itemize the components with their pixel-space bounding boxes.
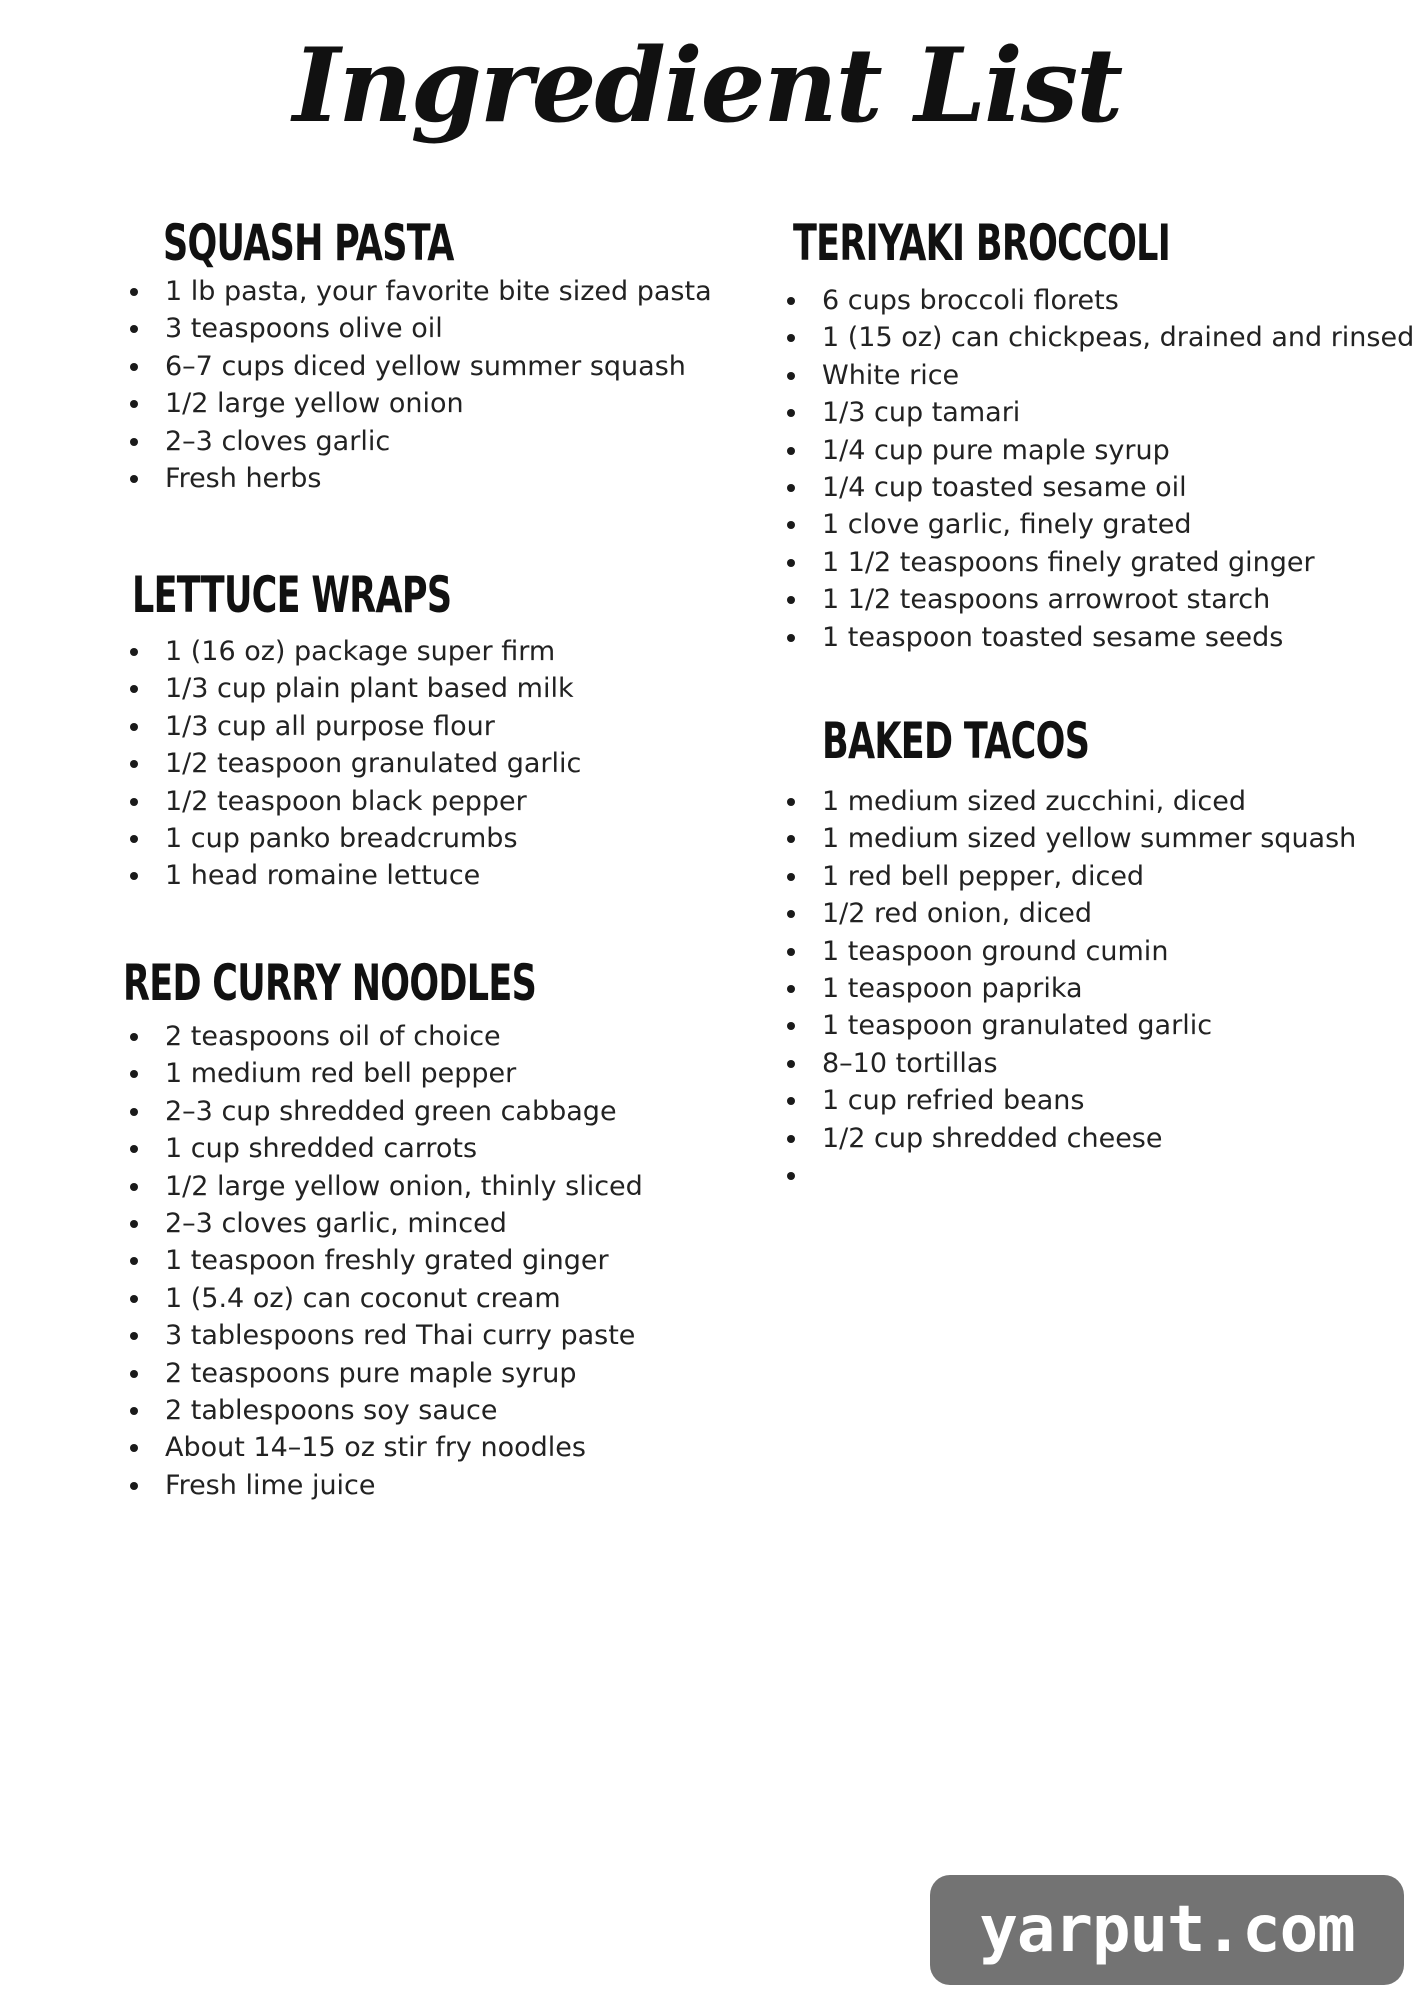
section-lettuce-wraps [132,562,588,628]
section-baked-tacos [822,708,1204,774]
list-item: 1/3 cup tamari [787,394,1414,431]
list-item: About 14–15 oz stir fry noodles [130,1429,643,1466]
list-item: Fresh herbs [130,460,712,497]
watermark-badge [930,1875,1404,1985]
section-title: TERIYAKI BROCCOLI [793,214,1171,272]
list-item: 1/3 cup all purpose flour [130,708,581,745]
list-item: 6–7 cups diced yellow summer squash [130,348,712,385]
list-item: 1/4 cup toasted sesame oil [787,469,1414,506]
list-item: 3 teaspoons olive oil [130,310,712,347]
list-item: Fresh lime juice [130,1467,643,1504]
list-item: 1/4 cup pure maple syrup [787,432,1414,469]
list-item: 2–3 cloves garlic [130,423,712,460]
list-item: 1/2 large yellow onion [130,385,712,422]
list-item: 1 clove garlic, finely grated [787,506,1414,543]
list-item: 1 1/2 teaspoons arrowroot starch [787,581,1414,618]
list-item: 2–3 cloves garlic, minced [130,1205,643,1242]
list-item: 1 teaspoon granulated garlic [787,1007,1356,1044]
section-title: RED CURRY NOODLES [123,954,537,1012]
list-item: 1 teaspoon freshly grated ginger [130,1242,643,1279]
list-item: 1 (16 oz) package super firm [130,633,581,670]
list-item: 1 teaspoon ground cumin [787,933,1356,970]
list-item [787,1157,1356,1194]
list-item: 1/2 red onion, diced [787,895,1356,932]
list-item: 1/3 cup plain plant based milk [130,670,581,707]
list-item: 1 cup panko breadcrumbs [130,820,581,857]
list-item: 1 head romaine lettuce [130,857,581,894]
section-red-curry-noodles [123,950,713,1016]
section-title: LETTUCE WRAPS [132,566,452,624]
list-item: White rice [787,357,1414,394]
list-item: 1/2 teaspoon granulated garlic [130,745,581,782]
list-item: 2–3 cup shredded green cabbage [130,1093,643,1130]
list-item: 1 cup shredded carrots [130,1130,643,1167]
list-item: 1 (5.4 oz) can coconut cream [130,1280,643,1317]
watermark-text: yarput.com [979,1893,1355,1967]
list-item: 1 teaspoon toasted sesame seeds [787,619,1414,656]
list-item: 2 tablespoons soy sauce [130,1392,643,1429]
list-item: 1 medium sized zucchini, diced [787,783,1356,820]
list-item: 6 cups broccoli florets [787,282,1414,319]
page-title: Ingredient List [292,26,1122,146]
list-item: 1/2 cup shredded cheese [787,1120,1356,1157]
list-item: 1 lb pasta, your favorite bite sized pasta [130,273,712,310]
list-item: 3 tablespoons red Thai curry paste [130,1317,643,1354]
list-item: 1 teaspoon paprika [787,970,1356,1007]
list-item: 1/2 large yellow onion, thinly sliced [130,1168,643,1205]
ingredient-list-baked-tacos [787,783,1356,1194]
list-item: 1 medium red bell pepper [130,1055,643,1092]
list-item: 8–10 tortillas [787,1045,1356,1082]
list-item: 2 teaspoons oil of choice [130,1018,643,1055]
ingredient-list-lettuce-wraps [130,633,581,895]
list-item: 1 1/2 teaspoons finely grated ginger [787,544,1414,581]
list-item: 1/2 teaspoon black pepper [130,783,581,820]
section-title: SQUASH PASTA [163,214,454,272]
section-squash-pasta [163,210,578,276]
list-item: 1 cup refried beans [787,1082,1356,1119]
list-item: 1 red bell pepper, diced [787,858,1356,895]
section-teriyaki-broccoli [793,210,1332,276]
ingredient-list-squash-pasta [130,273,712,497]
section-title: BAKED TACOS [822,712,1090,770]
list-item: 2 teaspoons pure maple syrup [130,1355,643,1392]
ingredient-list-red-curry-noodles [130,1018,643,1504]
list-item: 1 medium sized yellow summer squash [787,820,1356,857]
ingredient-list-teriyaki-broccoli [787,282,1414,656]
list-item: 1 (15 oz) can chickpeas, drained and rinsed [787,319,1414,356]
